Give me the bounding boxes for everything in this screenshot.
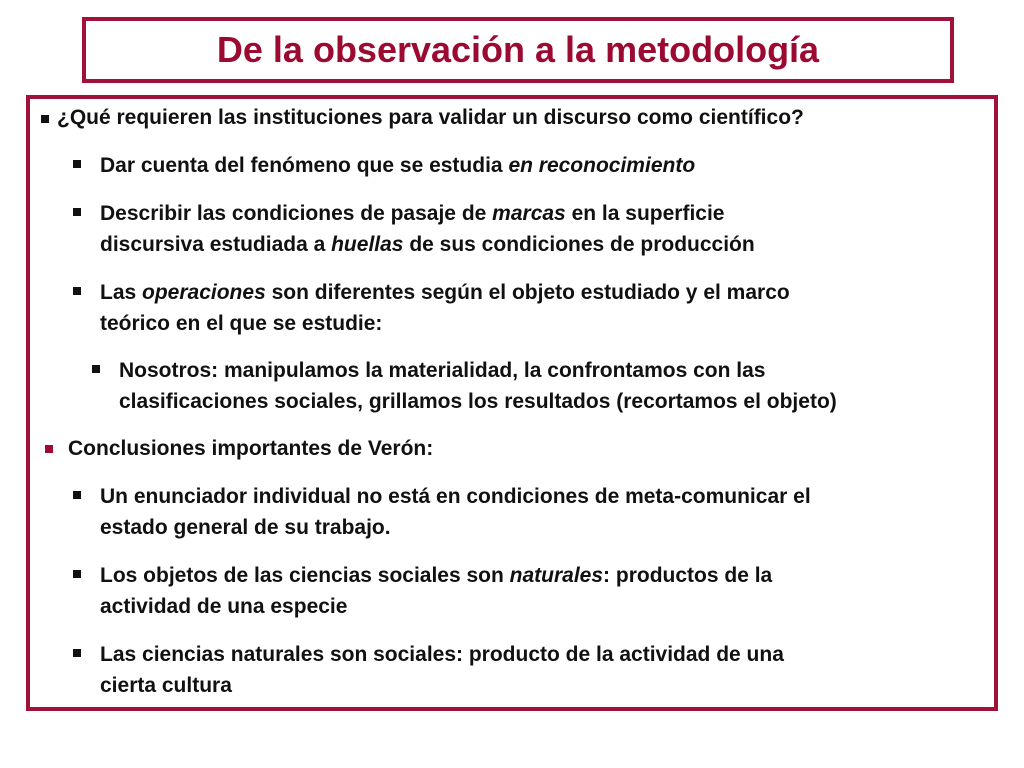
bullet-answer-2-line-1: Describir las condiciones de pasaje de marcas en la superficie: [100, 202, 725, 225]
bullet-square-icon: [73, 160, 81, 168]
bullet-question-1: [57, 106, 804, 130]
bullet-answer-2-line-2: discursiva estudiada a huellas de sus condiciones de producción: [100, 233, 755, 256]
question-1-text: ¿Qué requieren las instituciones para validar un discurso como científico?: [57, 106, 804, 129]
bullet-answer-3-line-1: Las operaciones son diferentes según el objeto estudiado y el marco: [100, 281, 790, 304]
bullet-conclusion-3-line-2: cierta cultura: [100, 674, 232, 697]
bullet-conclusion-2-line-1: Los objetos de las ciencias sociales son naturales: productos de la: [100, 564, 773, 587]
bullet-conclusion-1-line-2: estado general de su trabajo.: [100, 516, 391, 539]
bullet-sub-1-line-1: Nosotros: manipulamos la materialidad, la confrontamos con las: [119, 359, 766, 382]
bullet-square-icon: [73, 649, 81, 657]
bullet-answer-3-line-2: teórico en el que se estudie:: [100, 312, 383, 335]
bullet-sub-1-line-2: clasificaciones sociales, grillamos los resultados (recortamos el objeto): [119, 390, 837, 413]
bullet-square-icon: [73, 287, 81, 295]
slide-title: De la observación a la metodología: [216, 29, 820, 70]
bullet-question-2: Conclusiones importantes de Verón:: [68, 437, 434, 460]
bullet-square-icon: [73, 570, 81, 578]
bullet-square-icon: [73, 491, 81, 499]
bullet-conclusion-2-line-2: actividad de una especie: [100, 595, 348, 618]
bullet-conclusion-1-line-1: Un enunciador individual no está en condiciones de meta-comunicar el: [100, 485, 811, 508]
bullet-square-icon: [45, 445, 53, 453]
bullet-square-icon: [92, 365, 100, 373]
bullet-square-icon: [73, 208, 81, 216]
bullet-answer-1: Dar cuenta del fenómeno que se estudia en reconocimiento: [100, 154, 696, 177]
bullet-square-icon: [41, 115, 49, 123]
title-box: [82, 17, 954, 83]
bullet-conclusion-3-line-1: Las ciencias naturales son sociales: producto de la actividad de una: [100, 643, 784, 666]
